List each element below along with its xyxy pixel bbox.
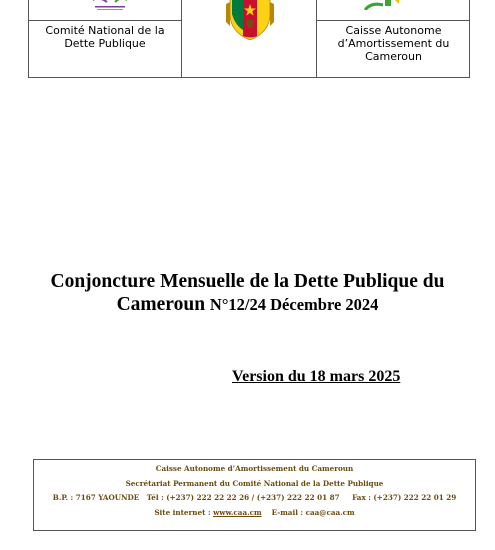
header-left-logo-area (29, 0, 181, 21)
footer-secretariat: Secrétariat Permanent du Comité National de la Dette Publique (125, 478, 384, 488)
caa-label: Caisse Autonome d’Amortissement du Cameroun (337, 24, 450, 63)
footer-email: E-mail : caa@caa.cm (271, 507, 355, 517)
caa-logo-icon (361, 0, 401, 10)
title-line-1: Conjoncture Mensuelle de la Dette Publique du (50, 271, 445, 292)
header-right-logo-area (317, 0, 470, 21)
cndp-label: Comité National de la Dette Publique (45, 24, 165, 50)
footer-web (34, 506, 475, 521)
footer-contact-box (33, 459, 476, 531)
header-center-cell (182, 0, 317, 77)
header-right-cell (317, 0, 470, 77)
title-line-2-issue: N°12/24 Décembre 2024 (209, 295, 379, 314)
footer-site-prefix: Site internet : (154, 507, 214, 517)
footer-org: Caisse Autonome d’Amortissement du Cameroun (155, 464, 354, 473)
header-left-cell (29, 0, 182, 77)
cndp-logo-icon (85, 0, 135, 12)
title-line-2-main: Cameroun (116, 294, 210, 315)
footer-site-link[interactable]: www.caa.cm (213, 507, 262, 517)
cameroon-coat-of-arms-icon (222, 0, 278, 40)
version-date: Version du 18 mars 2025 (232, 368, 401, 385)
title-line-2 (30, 293, 465, 316)
header-table (28, 0, 470, 78)
footer-contact: B.P. : 7167 YAOUNDE Tél : (+237) 222 22 22 26 / (+237) 222 22 01 87 Fax : (+237) 222 22 01 29 (52, 493, 457, 502)
document-title (30, 270, 465, 316)
